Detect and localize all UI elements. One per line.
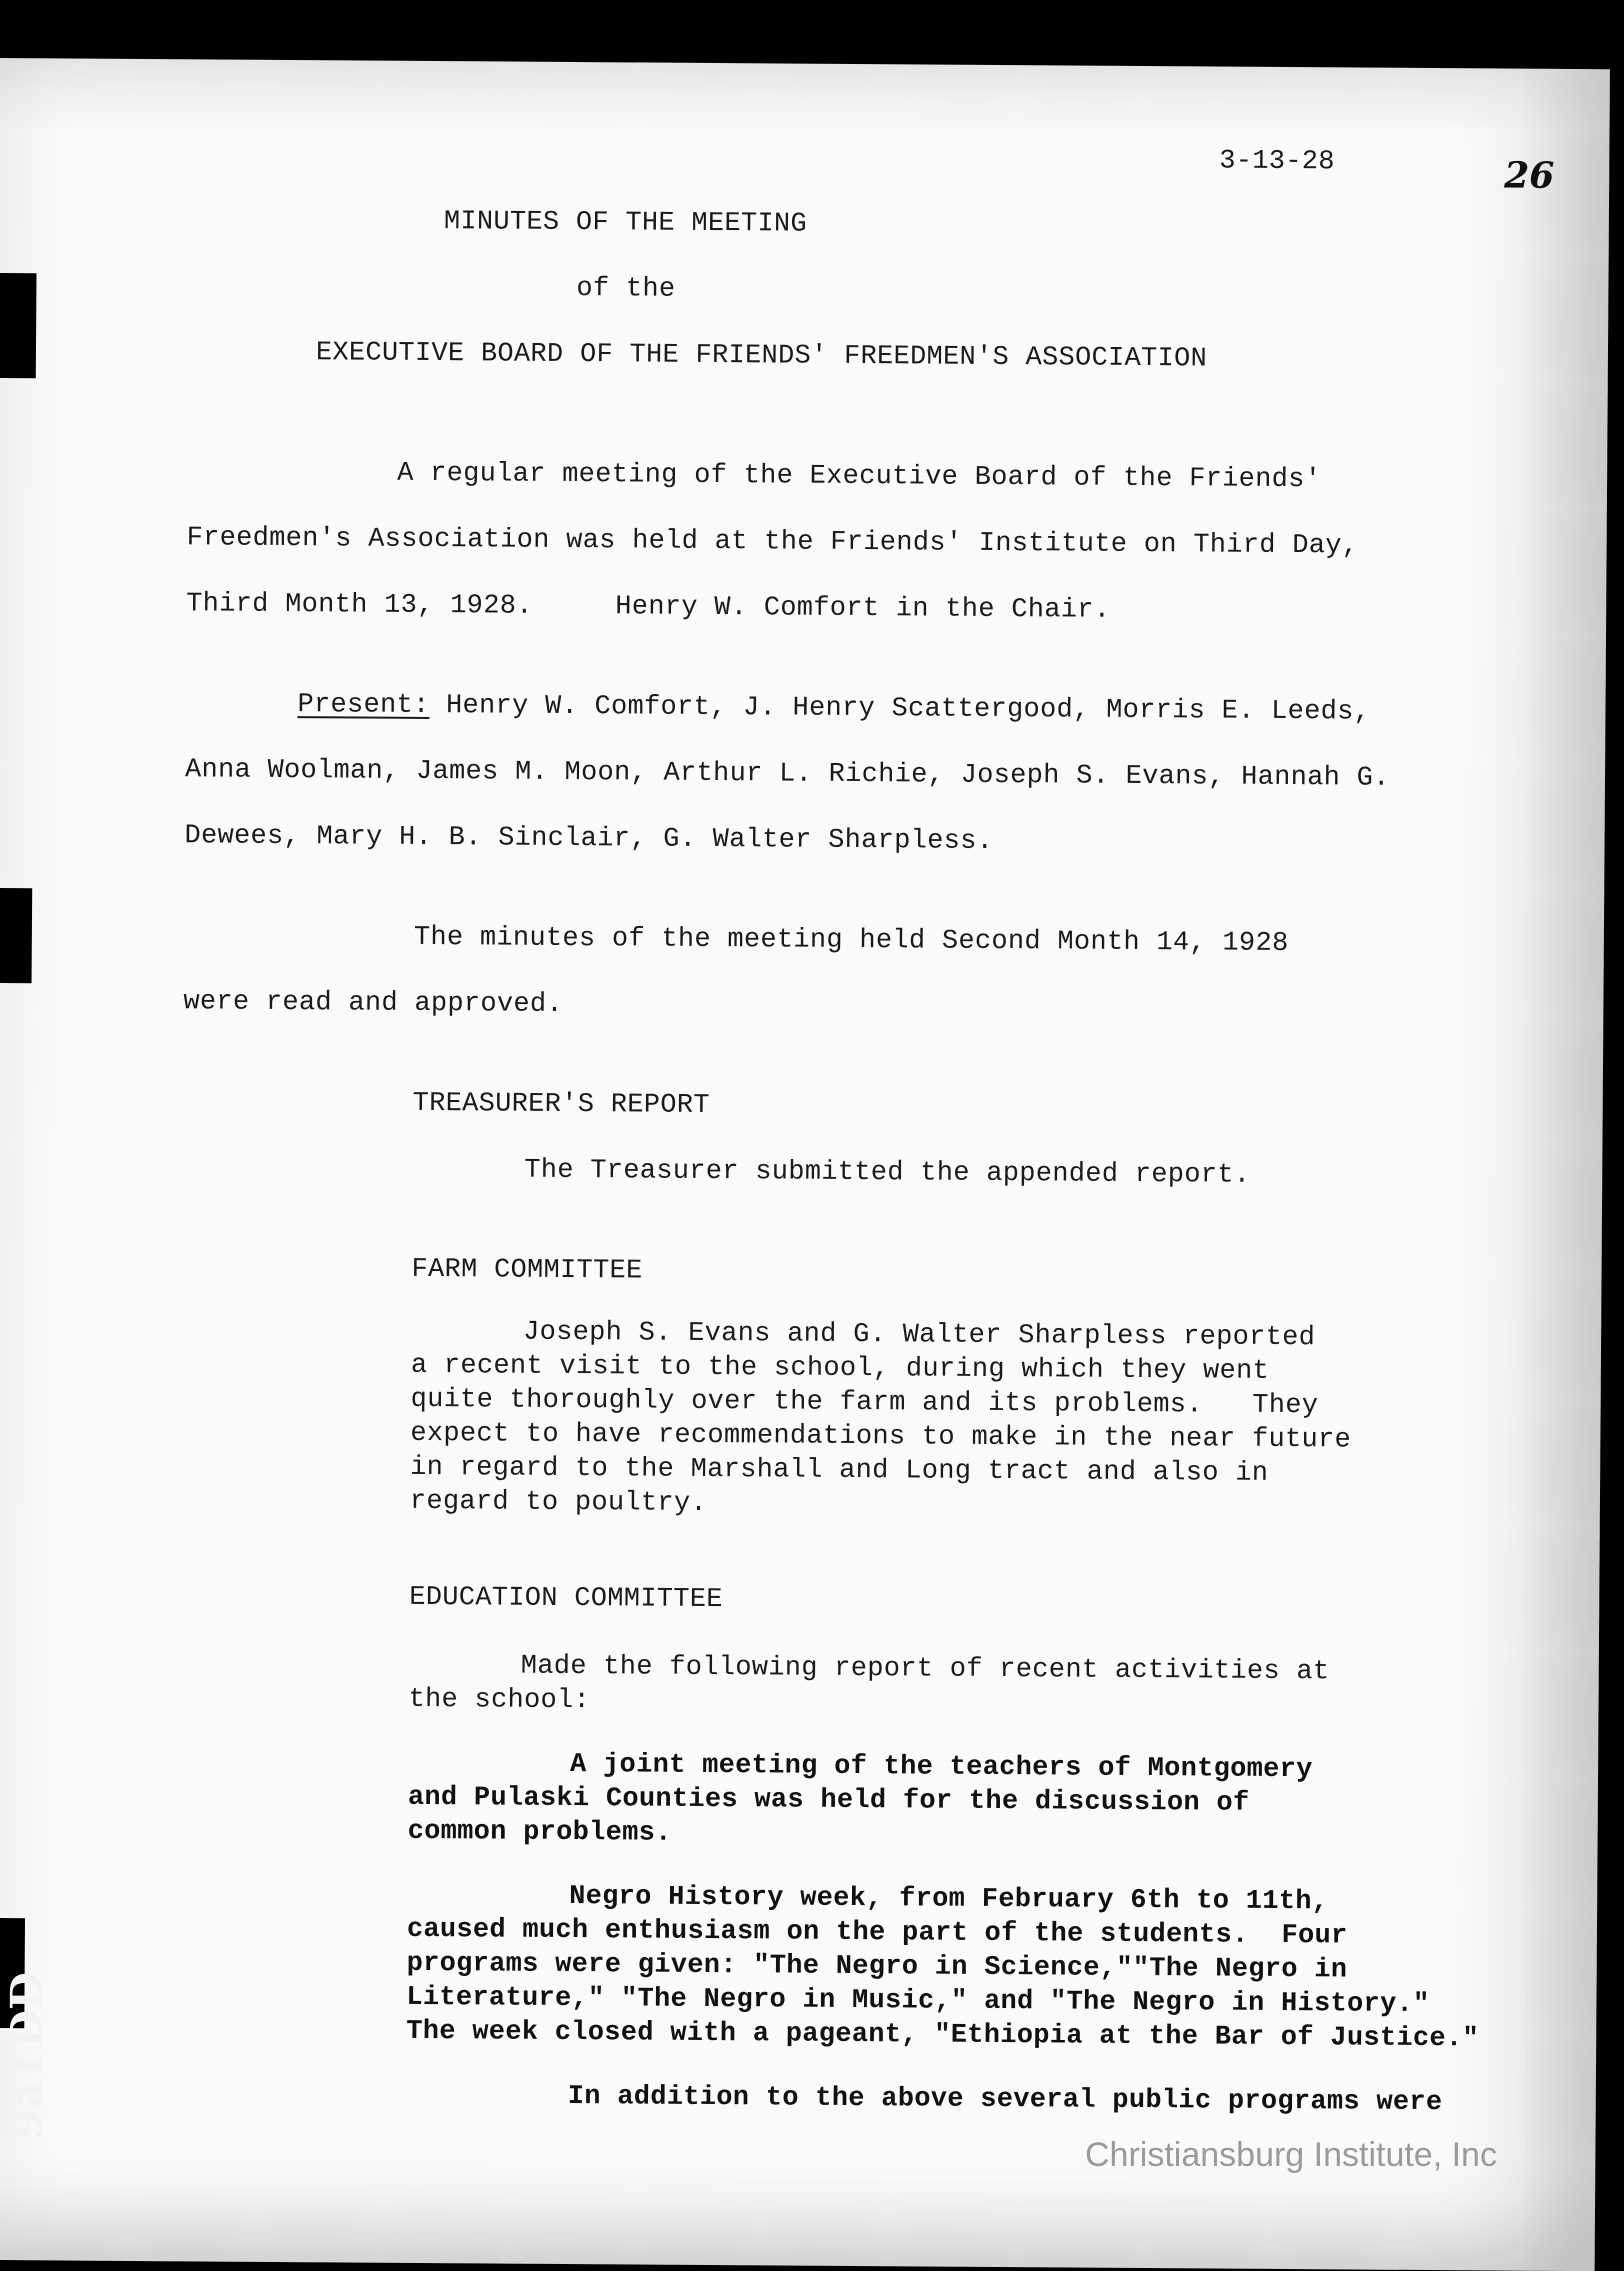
vertical-archive-label: 9aTDD (2, 1971, 53, 2140)
document-date: 3-13-28 (1219, 146, 1335, 178)
film-tab-mark (0, 273, 36, 378)
joint-meeting-line: and Pulaski Counties was held for the discussion of (407, 1782, 1250, 1819)
education-intro-line: Made the following report of recent activities at (520, 1651, 1330, 1688)
farm-line: expect to have recommendations to make in the near future (410, 1418, 1352, 1456)
treasurer-heading: TREASURER'S REPORT (412, 1088, 710, 1121)
farm-line: Joseph S. Evans and G. Walter Sharpless reported (523, 1317, 1316, 1354)
present-line: Dewees, Mary H. B. Sinclair, G. Walter Sharpless. (184, 821, 994, 857)
farm-line: a recent visit to the school, during which they went (410, 1350, 1270, 1387)
minutes-line: were read and approved. (183, 987, 564, 1020)
present-names: Henry W. Comfort, J. Henry Scattergood, Morris E. Leeds, (429, 691, 1371, 728)
intro-line: A regular meeting of the Executive Board of the Friends' (397, 458, 1322, 496)
addition-line: In addition to the above several public programs were (567, 2082, 1443, 2119)
intro-line: Freedmen's Association was held at the Friends' Institute on Third Day, (186, 523, 1359, 562)
present-label: Present: (297, 690, 430, 722)
history-week-line: caused much enthusiasm on the part of the students. Four (406, 1914, 1348, 1952)
joint-meeting-line: common problems. (407, 1816, 672, 1849)
watermark: Christiansburg Institute, Inc (1085, 2136, 1497, 2174)
heading-organization: EXECUTIVE BOARD OF THE FRIENDS' FREEDMEN'S ASSOCIATION (315, 338, 1208, 375)
history-week-line: The week closed with a pageant, "Ethiopia at the Bar of Justice." (406, 2016, 1479, 2055)
minutes-line: The minutes of the meeting held Second Month 14, 1928 (413, 922, 1289, 960)
farm-line: in regard to the Marshall and Long tract and also in (410, 1452, 1269, 1489)
treasurer-text: The Treasurer submitted the appended report. (524, 1155, 1251, 1191)
farm-heading: FARM COMMITTEE (411, 1254, 643, 1287)
history-week-line: programs were given: "The Negro in Science,""The Negro in (406, 1948, 1348, 1986)
heading-of-the: of the (576, 274, 676, 305)
heading-title: MINUTES OF THE MEETING (443, 207, 808, 240)
document-page (0, 58, 1610, 2271)
joint-meeting-line: A joint meeting of the teachers of Montgomery (569, 1750, 1313, 1786)
present-line: Anna Woolman, James M. Moon, Arthur L. Richie, Joseph S. Evans, Hannah G. (184, 755, 1390, 794)
film-tab-mark (0, 888, 32, 983)
farm-line: regard to poultry. (409, 1486, 708, 1519)
history-week-line: Negro History week, from February 6th to 11th, (569, 1882, 1329, 1918)
intro-line: Third Month 13, 1928. Henry W. Comfort in the Chair. (186, 589, 1111, 626)
history-week-line: Literature," "The Negro in Music," and "The Negro in History." (406, 1982, 1430, 2021)
farm-line: quite thoroughly over the farm and its problems. They (410, 1384, 1319, 1422)
page-number: 26 (1504, 154, 1555, 197)
education-intro-line: the school: (408, 1684, 591, 1717)
education-heading: EDUCATION COMMITTEE (409, 1582, 723, 1616)
present-line (297, 690, 1370, 727)
